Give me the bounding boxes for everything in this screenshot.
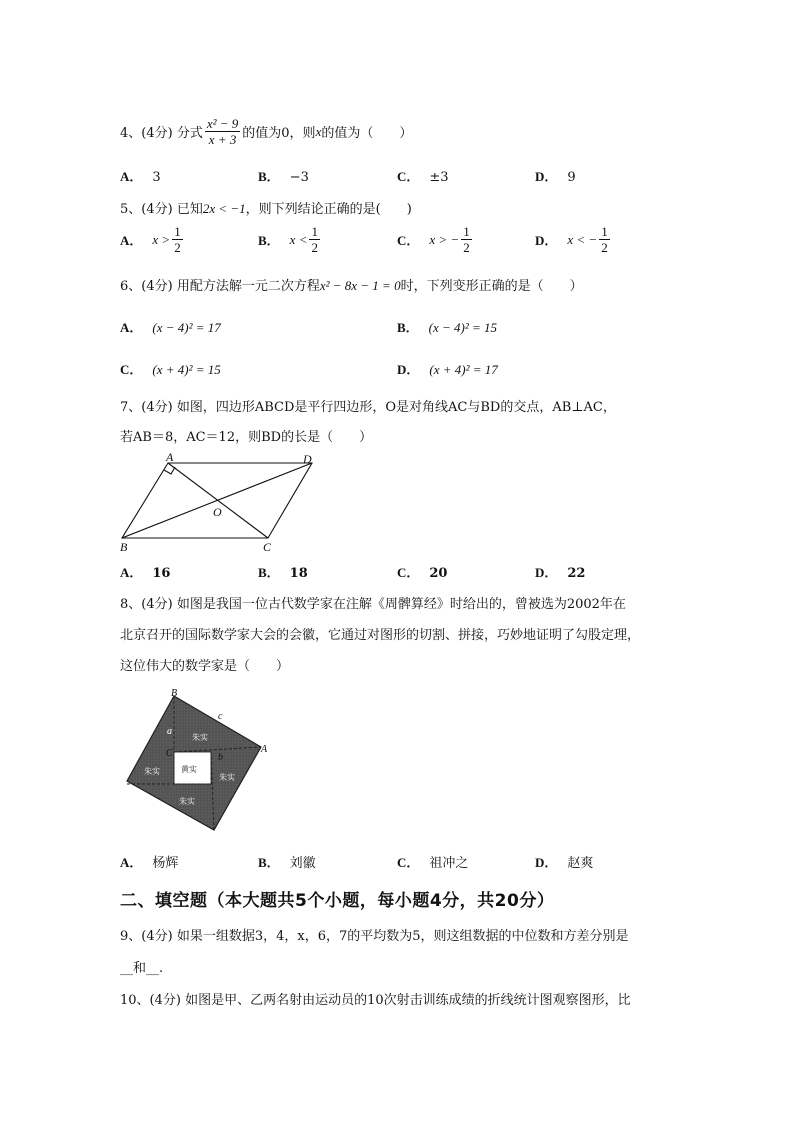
q7-option-b[interactable] [258, 562, 308, 581]
q8-line3: 这位伟大的数学家是（ ） [120, 659, 290, 674]
option-text: 刘徽 [289, 856, 316, 871]
option-letter: C． [120, 362, 143, 377]
q7-option-c[interactable] [397, 562, 447, 581]
q8-option-a[interactable] [120, 852, 178, 871]
q5-expr: 2x < −1 [202, 201, 246, 216]
option-letter: C． [397, 565, 420, 580]
option-lhs: x > − [429, 231, 460, 247]
q5-option-a[interactable] [120, 224, 185, 255]
zhu-shi-bottom: 朱实 [179, 797, 195, 806]
option-letter: C． [397, 855, 420, 870]
option-text: 18 [289, 566, 308, 581]
option-text: 赵爽 [567, 856, 594, 871]
option-text: 20 [429, 566, 448, 581]
zhu-shi-right: 朱实 [219, 773, 235, 782]
q7-option-a[interactable] [120, 562, 170, 581]
q4-stem [120, 116, 412, 147]
q8-option-c[interactable] [397, 852, 468, 871]
option-letter: A． [120, 855, 143, 870]
option-frac-den: 2 [174, 240, 181, 255]
label-o: O [213, 505, 222, 519]
label-side-c: c [218, 711, 223, 722]
option-frac-den: 2 [601, 240, 608, 255]
right-angle-mark [164, 467, 175, 474]
label-side-a: a [167, 726, 172, 737]
q8-zhao-shuang-string-figure [122, 686, 272, 836]
q4-var: x [315, 123, 322, 139]
diagonal-bd [122, 463, 312, 538]
option-lhs: x < [289, 231, 308, 247]
huang-shi: 黄实 [181, 765, 197, 774]
option-frac-num: 1 [311, 224, 318, 239]
q4-frac-numerator: x² − 9 [206, 116, 239, 131]
option-frac-num: 1 [601, 224, 608, 239]
section-heading-fill-in: 二、填空题（本大题共5个小题，每小题4分，共20分） [120, 891, 555, 911]
q6-stem [120, 275, 583, 294]
q7-line1: 7、(4分) 如图，四边形ABCD是平行四边形，O是对角线AC与BD的交点，AB⊥AC， [120, 400, 616, 415]
option-letter: A． [120, 233, 143, 248]
q8-option-d[interactable] [535, 852, 593, 871]
option-letter: D． [535, 855, 558, 870]
q5-option-b[interactable] [258, 224, 322, 255]
option-lhs: x > [152, 231, 171, 247]
option-letter: D． [535, 169, 558, 184]
q4-suffix: 的值为0，则 [242, 126, 316, 141]
q4-option-a[interactable] [120, 166, 161, 185]
q6-expr: x² − 8x − 1 = 0 [319, 278, 401, 293]
q9-line1: 9、(4分) 如果一组数据3，4，x，6，7的平均数为5，则这组数据的中位数和方差分别是 [120, 929, 629, 944]
option-text: (x + 4)² = 15 [152, 362, 221, 377]
q8-option-b[interactable] [258, 852, 316, 871]
q8-line2: 北京召开的国际数学家大会的会徽，它通过对图形的切割、拼接，巧妙地证明了勾股定理， [120, 628, 641, 643]
q10-line1: 10、(4分) 如图是甲、乙两名射由运动员的10次射击训练成绩的折线统计图观察图形，比 [120, 993, 631, 1008]
option-letter: C． [397, 233, 420, 248]
option-letter: D． [535, 565, 558, 580]
q4-option-d[interactable] [535, 166, 576, 185]
q6-text: 6、(4分) 用配方法解一元二次方程 [120, 279, 320, 294]
option-frac-num: 1 [174, 224, 181, 239]
zhu-shi-left: 朱实 [144, 767, 160, 776]
label-d: D [303, 452, 312, 466]
option-text: 9 [567, 170, 576, 185]
option-letter: D． [535, 233, 558, 248]
label-a: A [261, 744, 268, 755]
label-c: C [263, 540, 272, 554]
q5-stem [120, 198, 412, 217]
option-lhs: x < − [567, 231, 598, 247]
option-text: 杨辉 [152, 856, 179, 871]
option-letter: D． [397, 362, 420, 377]
q6-option-c[interactable] [120, 359, 221, 378]
label-side-b: b [218, 752, 223, 763]
option-letter: B． [397, 320, 419, 335]
option-letter: A． [120, 169, 143, 184]
q8-line1: 8、(4分) 如图是我国一位古代数学家在注解《周髀算经》时给出的，曾被选为2002年在 [120, 597, 626, 612]
option-letter: B． [258, 233, 280, 248]
option-letter: B． [258, 169, 280, 184]
q7-line2: 若AB＝8，AC＝12，则BD的长是（ ） [120, 430, 373, 445]
option-text: 22 [567, 566, 586, 581]
q6-option-a[interactable] [120, 317, 221, 336]
option-letter: B． [258, 565, 280, 580]
option-text: 3 [152, 170, 161, 185]
option-text: 祖冲之 [429, 856, 469, 871]
q4-frac-denominator: x + 3 [208, 132, 237, 147]
option-text: −3 [289, 170, 309, 185]
q5-text: 5、(4分) 已知 [120, 202, 203, 217]
q5-option-c[interactable] [397, 224, 474, 255]
q6-option-d[interactable] [397, 359, 498, 378]
label-b: B [171, 688, 178, 699]
option-text: (x − 4)² = 15 [428, 320, 498, 335]
option-letter: A． [120, 320, 143, 335]
q6-option-b[interactable] [397, 317, 497, 336]
option-letter: A． [120, 565, 143, 580]
option-frac-num: 1 [463, 224, 470, 239]
q4-option-b[interactable] [258, 166, 309, 185]
option-letter: C． [397, 169, 420, 184]
option-text: (x − 4)² = 17 [152, 320, 221, 335]
label-c-vertex: C [166, 748, 173, 759]
option-frac-den: 2 [311, 240, 318, 255]
q6-suffix: 时，下列变形正确的是（ ） [400, 279, 583, 294]
option-frac-den: 2 [463, 240, 470, 255]
q5-suffix: ，则下列结论正确的是( ) [245, 202, 412, 217]
q7-parallelogram-figure [114, 450, 324, 554]
label-a: A [166, 450, 174, 464]
option-text: ±3 [429, 170, 449, 185]
label-b: B [120, 540, 128, 554]
q4-prefix: 4、(4分) 分式 [120, 126, 203, 141]
q4-option-c[interactable] [397, 166, 449, 185]
option-text: (x + 4)² = 17 [429, 362, 498, 377]
zhu-shi-top: 朱实 [192, 733, 208, 742]
q4-suffix2: 的值为（ ） [321, 126, 413, 141]
option-letter: B． [258, 855, 280, 870]
q4-fraction [205, 116, 240, 147]
q7-option-d[interactable] [535, 562, 585, 581]
option-text: 16 [152, 566, 171, 581]
q5-option-d[interactable] [535, 224, 612, 255]
q9-line2: __和__. [120, 961, 164, 976]
